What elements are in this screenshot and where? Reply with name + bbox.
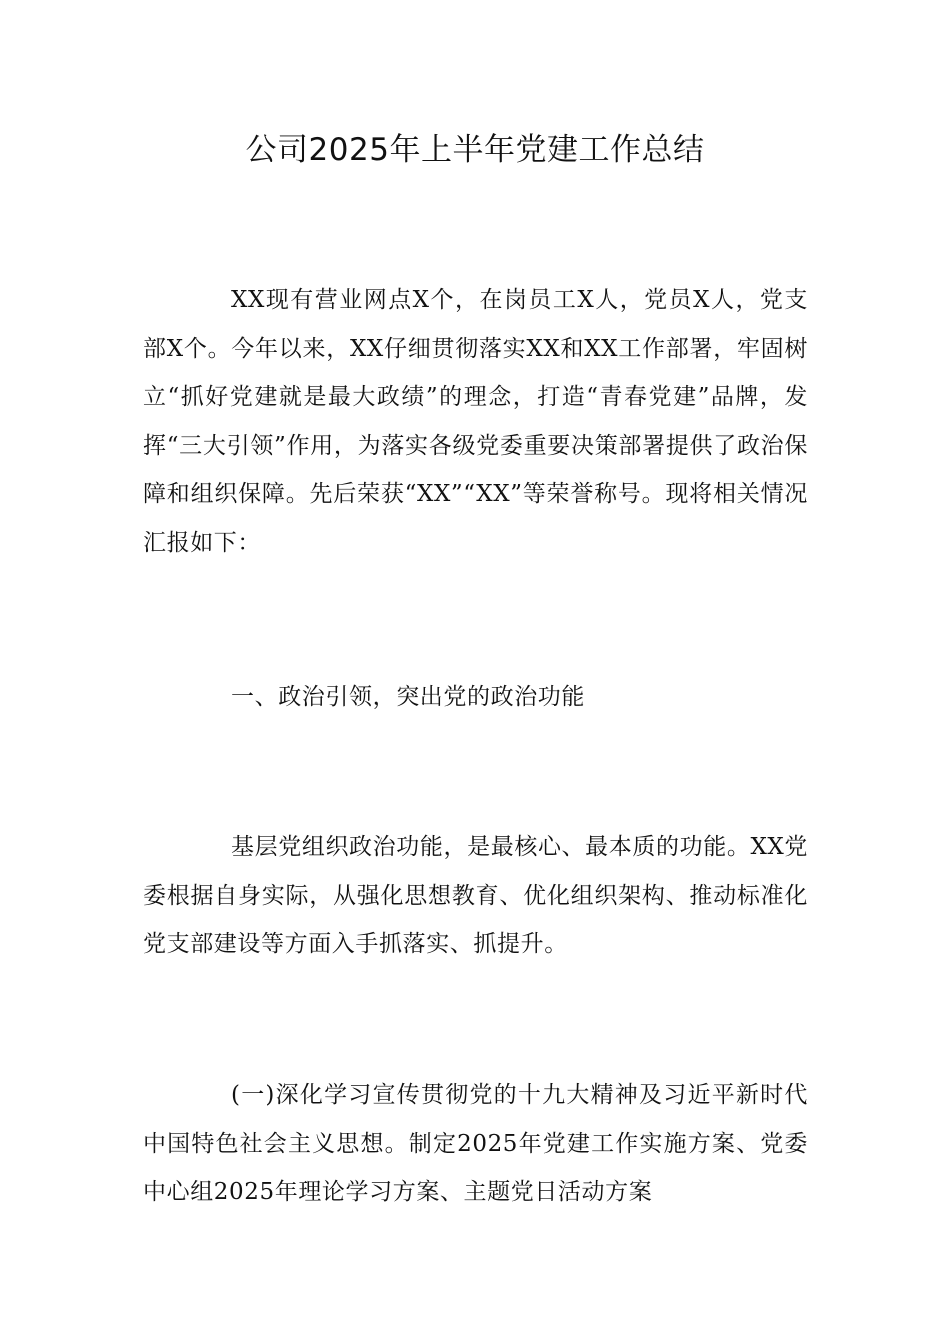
body-paragraph-2: 基层党组织政治功能，是最核心、最本质的功能。XX党委根据自身实际，从强化思想教育、优化组织架构、推动标准化党支部建设等方面入手抓落实、抓提升。: [143, 834, 808, 958]
section-heading-1: 一、政治引领，突出党的政治功能: [231, 684, 585, 710]
document-title: 公司2025年上半年党建工作总结: [245, 132, 705, 168]
intro-paragraph: XX现有营业网点X个，在岗员工X人，党员X人，党支部X个。今年以来，XX仔细贯彻落实XX和XX工作部署，牢固树立“抓好党建就是最大政绩”的理念，打造“青春党建”品牌，发挥“三大引领”作用，为落实各级党委重要决策部署提供了政治保障和组织保障。先后荣获“XX”“XX”等荣誉称号。现将相关情况汇报如下：: [143, 287, 808, 556]
body-paragraph-3: (一)深化学习宣传贯彻党的十九大精神及习近平新时代中国特色社会主义思想。制定2025年党建工作实施方案、党委中心组2025年理论学习方案、主题党日活动方案: [143, 1082, 808, 1206]
